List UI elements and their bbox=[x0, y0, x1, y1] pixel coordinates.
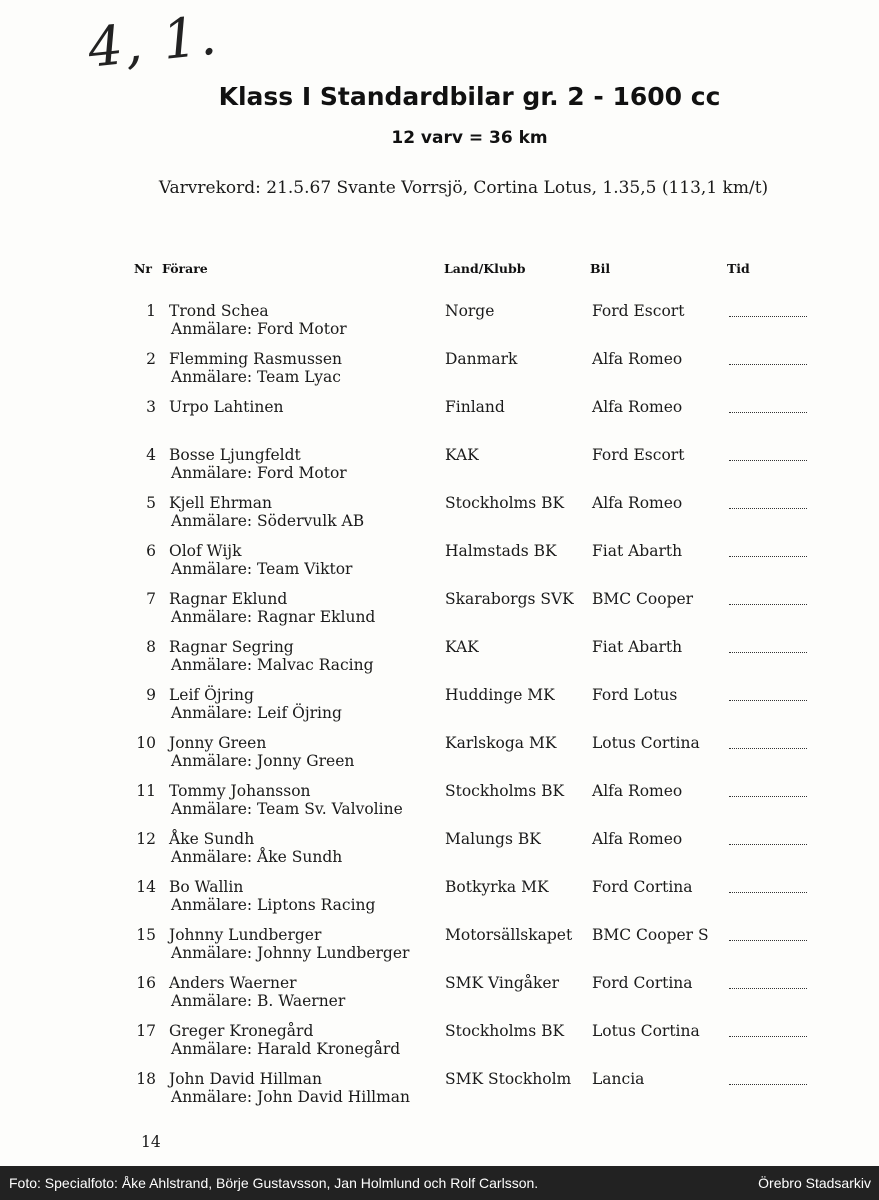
table-row bbox=[0, 542, 879, 586]
driver-name: Jonny Green bbox=[169, 734, 267, 752]
entry-number: 18 bbox=[136, 1070, 156, 1088]
club-name: Halmstads BK bbox=[445, 542, 557, 560]
entrant-name: Anmälare: Harald Kronegård bbox=[171, 1040, 401, 1058]
table-row bbox=[0, 686, 879, 730]
club-name: Karlskoga MK bbox=[445, 734, 557, 752]
entrant-name: Anmälare: Åke Sundh bbox=[171, 848, 343, 866]
time-blank bbox=[729, 354, 807, 365]
header-time: Tid bbox=[727, 261, 750, 276]
car-model: Alfa Romeo bbox=[592, 830, 683, 848]
table-row bbox=[0, 398, 879, 442]
entrant-name: Anmälare: Team Sv. Valvoline bbox=[171, 800, 403, 818]
entry-number: 1 bbox=[146, 302, 156, 320]
entrant-name: Anmälare: Liptons Racing bbox=[171, 896, 376, 914]
club-name: Motorsällskapet bbox=[445, 926, 573, 944]
entry-number: 12 bbox=[136, 830, 156, 848]
club-name: Finland bbox=[445, 398, 505, 416]
entry-number: 6 bbox=[146, 542, 156, 560]
driver-name: Åke Sundh bbox=[169, 830, 255, 848]
entrant-name: Anmälare: Ford Motor bbox=[171, 320, 347, 338]
table-row bbox=[0, 782, 879, 826]
page-number: 14 bbox=[141, 1133, 161, 1151]
driver-name: Greger Kronegård bbox=[169, 1022, 314, 1040]
entry-number: 8 bbox=[146, 638, 156, 656]
race-distance: 12 varv = 36 km bbox=[391, 128, 548, 148]
driver-name: Trond Schea bbox=[169, 302, 269, 320]
club-name: Huddinge MK bbox=[445, 686, 555, 704]
table-row bbox=[0, 734, 879, 778]
entry-number: 16 bbox=[136, 974, 156, 992]
table-row bbox=[0, 590, 879, 634]
time-blank bbox=[729, 498, 807, 509]
entrant-name: Anmälare: Ford Motor bbox=[171, 464, 347, 482]
club-name: SMK Stockholm bbox=[445, 1070, 572, 1088]
car-model: Alfa Romeo bbox=[592, 398, 683, 416]
driver-name: Urpo Lahtinen bbox=[169, 398, 284, 416]
entry-number: 3 bbox=[146, 398, 156, 416]
header-driver: Förare bbox=[162, 261, 208, 276]
table-row bbox=[0, 830, 879, 874]
club-name: Botkyrka MK bbox=[445, 878, 549, 896]
entry-number: 15 bbox=[136, 926, 156, 944]
entrant-name: Anmälare: B. Waerner bbox=[171, 992, 346, 1010]
time-blank bbox=[729, 690, 807, 701]
time-blank bbox=[729, 978, 807, 989]
car-model: Lotus Cortina bbox=[592, 734, 700, 752]
club-name: SMK Vingåker bbox=[445, 974, 559, 992]
class-title: Klass I Standardbilar gr. 2 - 1600 cc bbox=[218, 82, 721, 111]
driver-name: Johnny Lundberger bbox=[169, 926, 322, 944]
header-club: Land/Klubb bbox=[444, 261, 526, 276]
car-model: BMC Cooper bbox=[592, 590, 694, 608]
car-model: Ford Cortina bbox=[592, 974, 693, 992]
driver-name: Kjell Ehrman bbox=[169, 494, 273, 512]
club-name: KAK bbox=[445, 638, 479, 656]
car-model: Ford Escort bbox=[592, 302, 685, 320]
entry-number: 5 bbox=[146, 494, 156, 512]
car-model: Fiat Abarth bbox=[592, 542, 683, 560]
entry-number: 2 bbox=[146, 350, 156, 368]
table-row bbox=[0, 350, 879, 394]
driver-name: Leif Öjring bbox=[169, 686, 254, 704]
time-blank bbox=[729, 930, 807, 941]
car-model: Alfa Romeo bbox=[592, 350, 683, 368]
time-blank bbox=[729, 1074, 807, 1085]
table-row bbox=[0, 974, 879, 1018]
driver-name: Olof Wijk bbox=[169, 542, 242, 560]
entrant-name: Anmälare: Team Lyac bbox=[171, 368, 341, 386]
photo-credit: Foto: Specialfoto: Åke Ahlstrand, Börje Gustavsson, Jan Holmlund och Rolf Carlsson. bbox=[9, 1175, 539, 1191]
table-row bbox=[0, 446, 879, 490]
club-name: Norge bbox=[445, 302, 495, 320]
entrant-name: Anmälare: Malvac Racing bbox=[171, 656, 374, 674]
driver-name: Ragnar Segring bbox=[169, 638, 294, 656]
photo-credit-bar bbox=[0, 1166, 879, 1200]
car-model: Alfa Romeo bbox=[592, 494, 683, 512]
table-row bbox=[0, 638, 879, 682]
entrant-name: Anmälare: Team Viktor bbox=[171, 560, 353, 578]
handwritten-note: 4, 1. bbox=[85, 3, 222, 80]
time-blank bbox=[729, 450, 807, 461]
time-blank bbox=[729, 1026, 807, 1037]
club-name: KAK bbox=[445, 446, 479, 464]
entrant-name: Anmälare: John David Hillman bbox=[171, 1088, 411, 1106]
driver-name: Anders Waerner bbox=[169, 974, 297, 992]
table-row bbox=[0, 1022, 879, 1066]
table-row bbox=[0, 926, 879, 970]
club-name: Stockholms BK bbox=[445, 1022, 565, 1040]
time-blank bbox=[729, 738, 807, 749]
driver-name: Bosse Ljungfeldt bbox=[169, 446, 301, 464]
time-blank bbox=[729, 402, 807, 413]
car-model: Ford Lotus bbox=[592, 686, 678, 704]
club-name: Stockholms BK bbox=[445, 782, 565, 800]
time-blank bbox=[729, 834, 807, 845]
car-model: Lancia bbox=[592, 1070, 645, 1088]
driver-name: Ragnar Eklund bbox=[169, 590, 288, 608]
lap-record: Varvrekord: 21.5.67 Svante Vorrsjö, Cortina Lotus, 1.35,5 (113,1 km/t) bbox=[158, 178, 769, 198]
driver-name: Tommy Johansson bbox=[169, 782, 311, 800]
entry-number: 11 bbox=[136, 782, 156, 800]
entry-number: 9 bbox=[146, 686, 156, 704]
club-name: Stockholms BK bbox=[445, 494, 565, 512]
car-model: Lotus Cortina bbox=[592, 1022, 700, 1040]
club-name: Danmark bbox=[445, 350, 518, 368]
time-blank bbox=[729, 642, 807, 653]
entry-number: 7 bbox=[146, 590, 156, 608]
time-blank bbox=[729, 546, 807, 557]
archive-name: Örebro Stadsarkiv bbox=[758, 1175, 871, 1191]
entrant-name: Anmälare: Jonny Green bbox=[171, 752, 355, 770]
car-model: Ford Cortina bbox=[592, 878, 693, 896]
time-blank bbox=[729, 882, 807, 893]
car-model: BMC Cooper S bbox=[592, 926, 709, 944]
time-blank bbox=[729, 594, 807, 605]
driver-name: Flemming Rasmussen bbox=[169, 350, 343, 368]
entry-number: 10 bbox=[136, 734, 156, 752]
table-row bbox=[0, 878, 879, 922]
entry-number: 4 bbox=[146, 446, 156, 464]
time-blank bbox=[729, 306, 807, 317]
club-name: Malungs BK bbox=[445, 830, 541, 848]
driver-name: John David Hillman bbox=[169, 1070, 322, 1088]
club-name: Skaraborgs SVK bbox=[445, 590, 574, 608]
entrant-name: Anmälare: Johnny Lundberger bbox=[171, 944, 410, 962]
car-model: Fiat Abarth bbox=[592, 638, 683, 656]
time-blank bbox=[729, 786, 807, 797]
table-row bbox=[0, 494, 879, 538]
entry-number: 14 bbox=[136, 878, 156, 896]
car-model: Ford Escort bbox=[592, 446, 685, 464]
car-model: Alfa Romeo bbox=[592, 782, 683, 800]
entry-number: 17 bbox=[136, 1022, 156, 1040]
table-row bbox=[0, 1070, 879, 1114]
entrant-name: Anmälare: Ragnar Eklund bbox=[171, 608, 376, 626]
driver-name: Bo Wallin bbox=[169, 878, 244, 896]
header-nr: Nr bbox=[134, 261, 153, 276]
entrant-name: Anmälare: Södervulk AB bbox=[171, 512, 365, 530]
entrant-name: Anmälare: Leif Öjring bbox=[171, 704, 342, 722]
header-car: Bil bbox=[590, 261, 611, 276]
table-row bbox=[0, 302, 879, 346]
